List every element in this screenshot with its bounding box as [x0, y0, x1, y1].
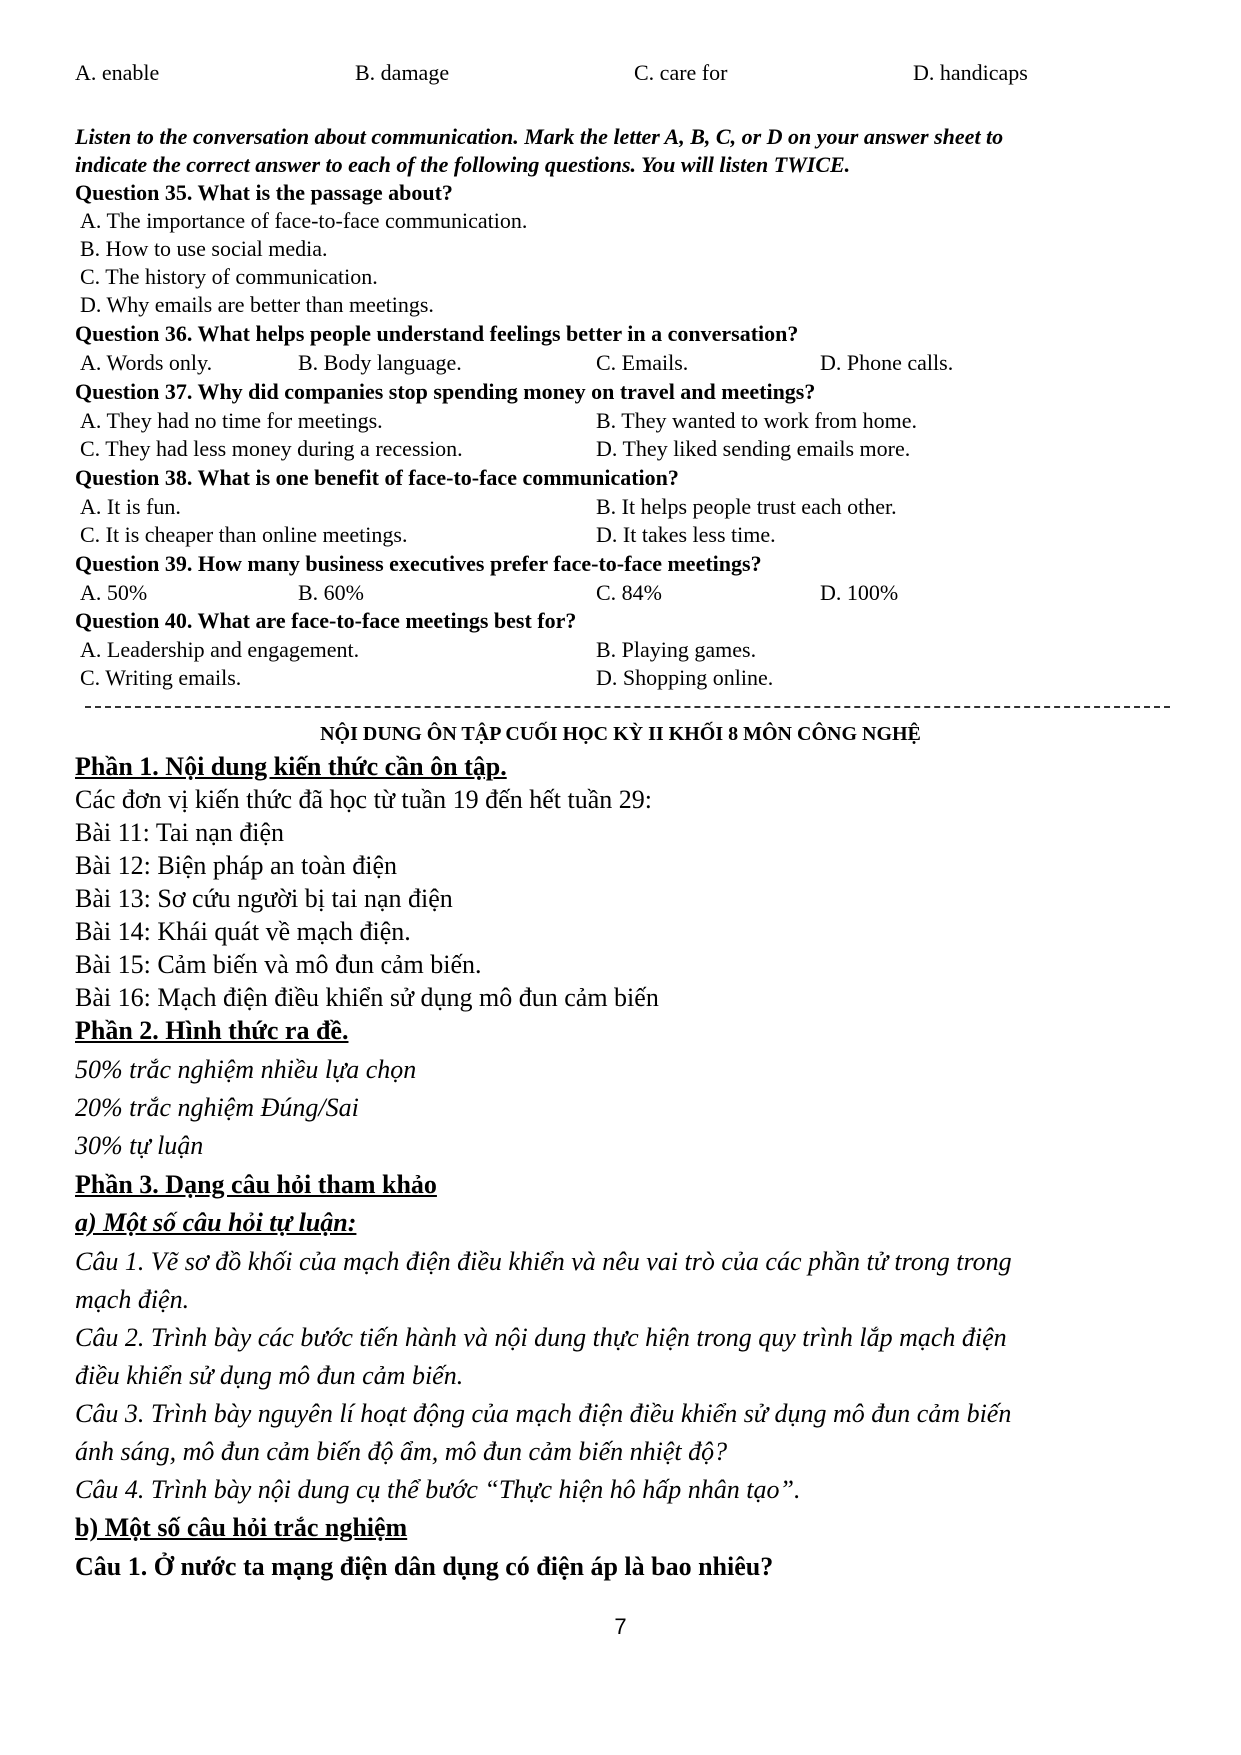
essay-line: Câu 3. Trình bày nguyên lí hoạt động của mạch điện điều khiển sử dụng mô đun cảm biến	[75, 1399, 1012, 1428]
question-40-title: Question 40. What are face-to-face meetings best for?	[75, 608, 577, 633]
question-40-option-b: B. Playing games.	[596, 637, 757, 662]
essay-questions-title: a) Một số câu hỏi tự luận:	[75, 1208, 357, 1237]
question-39-title: Question 39. How many business executives prefer face-to-face meetings?	[75, 551, 762, 576]
lesson-item: Bài 11: Tai nạn điện	[75, 818, 285, 847]
question-36-option-d: D. Phone calls.	[820, 350, 954, 375]
lesson-item: Bài 13: Sơ cứu người bị tai nạn điện	[75, 884, 453, 913]
lesson-item: Bài 14: Khái quát về mạch điện.	[75, 917, 411, 946]
listening-instruction-line-2: indicate the correct answer to each of the following questions. You will listen TWICE.	[75, 152, 851, 177]
essay-line: Câu 1. Vẽ sơ đồ khối của mạch điện điều khiển và nêu vai trò của các phần tử trong trong	[75, 1247, 1012, 1276]
question-40-option-a: A. Leadership and engagement.	[80, 637, 360, 662]
question-35-option-d: D. Why emails are better than meetings.	[80, 292, 434, 317]
lesson-item: Bài 12: Biện pháp an toàn điện	[75, 851, 398, 880]
essay-line: Câu 2. Trình bày các bước tiến hành và nội dung thực hiện trong quy trình lắp mạch điện	[75, 1323, 1007, 1352]
question-37-option-d: D. They liked sending emails more.	[596, 436, 911, 461]
part-3-title: Phần 3. Dạng câu hỏi tham khảo	[75, 1170, 437, 1199]
part-1-intro: Các đơn vị kiến thức đã học từ tuần 19 đến hết tuần 29:	[75, 785, 652, 814]
question-37-option-a: A. They had no time for meetings.	[80, 408, 383, 433]
question-37-title: Question 37. Why did companies stop spending money on travel and meetings?	[75, 379, 816, 404]
format-item: 20% trắc nghiệm Đúng/Sai	[75, 1093, 359, 1122]
part-2-title: Phần 2. Hình thức ra đề.	[75, 1016, 349, 1045]
format-item: 50% trắc nghiệm nhiều lựa chọn	[75, 1055, 417, 1084]
mcq-question-1: Câu 1. Ở nước ta mạng điện dân dụng có điện áp là bao nhiêu?	[75, 1552, 774, 1581]
listening-instruction-line-1: Listen to the conversation about communication. Mark the letter A, B, C, or D on your answer sheet to	[75, 124, 1004, 149]
essay-line: mạch điện.	[75, 1285, 190, 1314]
question-35-option-b: B. How to use social media.	[80, 236, 328, 261]
question-39-option-b: B. 60%	[298, 580, 364, 605]
question-38-title: Question 38. What is one benefit of face-to-face communication?	[75, 465, 679, 490]
lesson-item: Bài 16: Mạch điện điều khiển sử dụng mô đun cảm biến	[75, 983, 659, 1012]
essay-line: Câu 4. Trình bày nội dung cụ thể bước “Thực hiện hô hấp nhân tạo”.	[75, 1475, 801, 1504]
part-1-title: Phần 1. Nội dung kiến thức cần ôn tập.	[75, 752, 507, 781]
question-35-option-a: A. The importance of face-to-face communication.	[80, 208, 528, 233]
question-36-option-a: A. Words only.	[80, 350, 213, 375]
question-36-option-c: C. Emails.	[596, 350, 689, 375]
question-38-option-c: C. It is cheaper than online meetings.	[80, 522, 408, 547]
question-37-option-b: B. They wanted to work from home.	[596, 408, 917, 433]
lesson-item: Bài 15: Cảm biến và mô đun cảm biến.	[75, 950, 482, 979]
q34-option-b: B. damage	[355, 60, 450, 85]
question-39-option-c: C. 84%	[596, 580, 662, 605]
question-36-option-b: B. Body language.	[298, 350, 462, 375]
page-number: 7	[614, 1614, 627, 1639]
mcq-title: b) Một số câu hỏi trắc nghiệm	[75, 1513, 408, 1542]
question-39-option-d: D. 100%	[820, 580, 899, 605]
question-38-option-d: D. It takes less time.	[596, 522, 776, 547]
question-36-title: Question 36. What helps people understand feelings better in a conversation?	[75, 321, 799, 346]
question-35-option-c: C. The history of communication.	[80, 264, 378, 289]
review-heading: NỘI DUNG ÔN TẬP CUỐI HỌC KỲ II KHỐI 8 MÔN CÔNG NGHỆ	[320, 723, 921, 745]
format-item: 30% tự luận	[75, 1131, 204, 1160]
question-40-option-c: C. Writing emails.	[80, 665, 242, 690]
q34-option-c: C. care for	[634, 60, 728, 85]
question-38-option-b: B. It helps people trust each other.	[596, 494, 897, 519]
question-37-option-c: C. They had less money during a recession.	[80, 436, 463, 461]
section-divider	[85, 706, 1170, 708]
q34-option-d: D. handicaps	[913, 60, 1028, 85]
q34-option-a: A. enable	[75, 60, 160, 85]
question-35-title: Question 35. What is the passage about?	[75, 180, 453, 205]
question-39-option-a: A. 50%	[80, 580, 148, 605]
question-40-option-d: D. Shopping online.	[596, 665, 774, 690]
essay-line: điều khiển sử dụng mô đun cảm biến.	[75, 1361, 464, 1390]
question-38-option-a: A. It is fun.	[80, 494, 181, 519]
essay-line: ánh sáng, mô đun cảm biến độ ẩm, mô đun cảm biến nhiệt độ?	[75, 1437, 728, 1466]
